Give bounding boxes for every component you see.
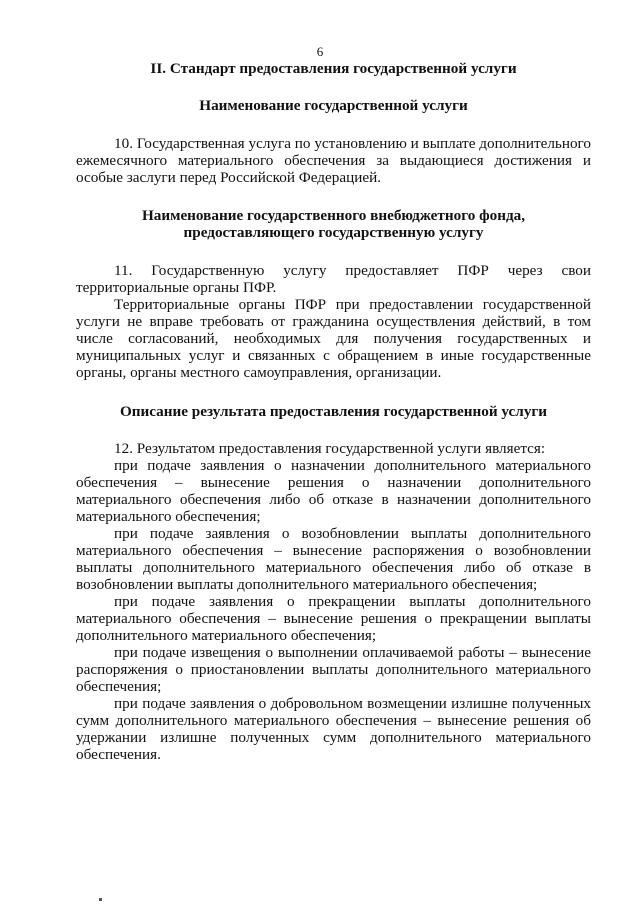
list-item-2 — [76, 525, 591, 593]
paragraph-line: органы, органы местного самоуправления, организации. — [76, 364, 442, 381]
paragraph-line: удержании излишне полученных сумм дополнительного материального — [76, 729, 591, 746]
heading-fund-line-2: предоставляющего государственную услугу — [183, 224, 484, 241]
paragraph-line: возобновлении выплаты дополнительного материального обеспечения; — [76, 576, 538, 593]
scan-mark — [99, 898, 102, 901]
paragraph-line: материального обеспечения – вынесение распоряжения о возобновлении — [76, 542, 591, 559]
heading-service-name: Наименование государственной услуги — [199, 97, 468, 114]
list-item-4 — [76, 644, 591, 695]
paragraph-line: материального обеспечения – вынесение решения о прекращении выплаты — [76, 610, 591, 627]
heading-result: Описание результата предоставления государственной услуги — [119, 403, 548, 420]
paragraph-line: 11. Государственную услугу предоставляет ПФР через свои — [114, 262, 591, 279]
page-number: 6 — [316, 44, 324, 59]
paragraph-line: распоряжения о приостановлении выплаты дополнительного материального — [76, 661, 591, 678]
paragraph-line: Территориальные органы ПФР при предоставлении государственной — [114, 296, 591, 313]
paragraph-line: при подаче заявления о возобновлении выплаты дополнительного — [114, 525, 591, 542]
paragraph-line: числе согласований, необходимых для получения государственных и — [76, 330, 591, 347]
heading-fund-line-1: Наименование государственного внебюджетного фонда, — [141, 207, 526, 224]
paragraph-line: услуги не вправе требовать от гражданина осуществления действий, в том — [76, 313, 591, 330]
paragraph-line: особые заслуги перед Российской Федерацией. — [76, 169, 382, 186]
paragraph-line: сумм дополнительного материального обеспечения – вынесение решения об — [76, 712, 591, 729]
paragraph-line: при подаче заявления о прекращении выплаты дополнительного — [114, 593, 591, 610]
paragraph-line: материального обеспечения либо об отказе в назначении дополнительного — [76, 491, 591, 508]
paragraph-11a — [76, 262, 591, 296]
paragraph-12 — [76, 440, 591, 457]
document-body — [76, 60, 591, 763]
paragraph-line: ежемесячного материального обеспечения за выдающиеся достижения и — [76, 152, 591, 169]
paragraph-11b — [76, 296, 591, 381]
paragraph-line: муниципальных услуг и связанных с обращением в иные государственные — [76, 347, 591, 364]
paragraph-line: при подаче заявления о добровольном возмещении излишне полученных — [114, 695, 591, 712]
paragraph-line: при подаче заявления о назначении дополнительного материального — [114, 457, 591, 474]
paragraph-line: материального обеспечения; — [76, 508, 261, 525]
paragraph-line: обеспечения; — [76, 678, 162, 695]
paragraph-10 — [76, 135, 591, 186]
paragraph-line: обеспечения – вынесение решения о назначении дополнительного — [76, 474, 591, 491]
paragraph-line: территориальные органы ПФР. — [76, 279, 277, 296]
section-title: II. Стандарт предоставления государственной услуги — [150, 60, 517, 77]
list-item-1 — [76, 457, 591, 525]
paragraph-line: при подаче извещения о выполнении оплачиваемой работы – вынесение — [114, 644, 591, 661]
paragraph-line: дополнительного материального обеспечения; — [76, 627, 377, 644]
paragraph-line: 12. Результатом предоставления государственной услуги является: — [114, 440, 546, 457]
list-item-3 — [76, 593, 591, 644]
paragraph-line: обеспечения. — [76, 746, 161, 763]
paragraph-line: выплаты дополнительного материального обеспечения либо об отказе в — [76, 559, 591, 576]
paragraph-line: 10. Государственная услуга по установлению и выплате дополнительного — [114, 135, 591, 152]
list-item-5 — [76, 695, 591, 763]
